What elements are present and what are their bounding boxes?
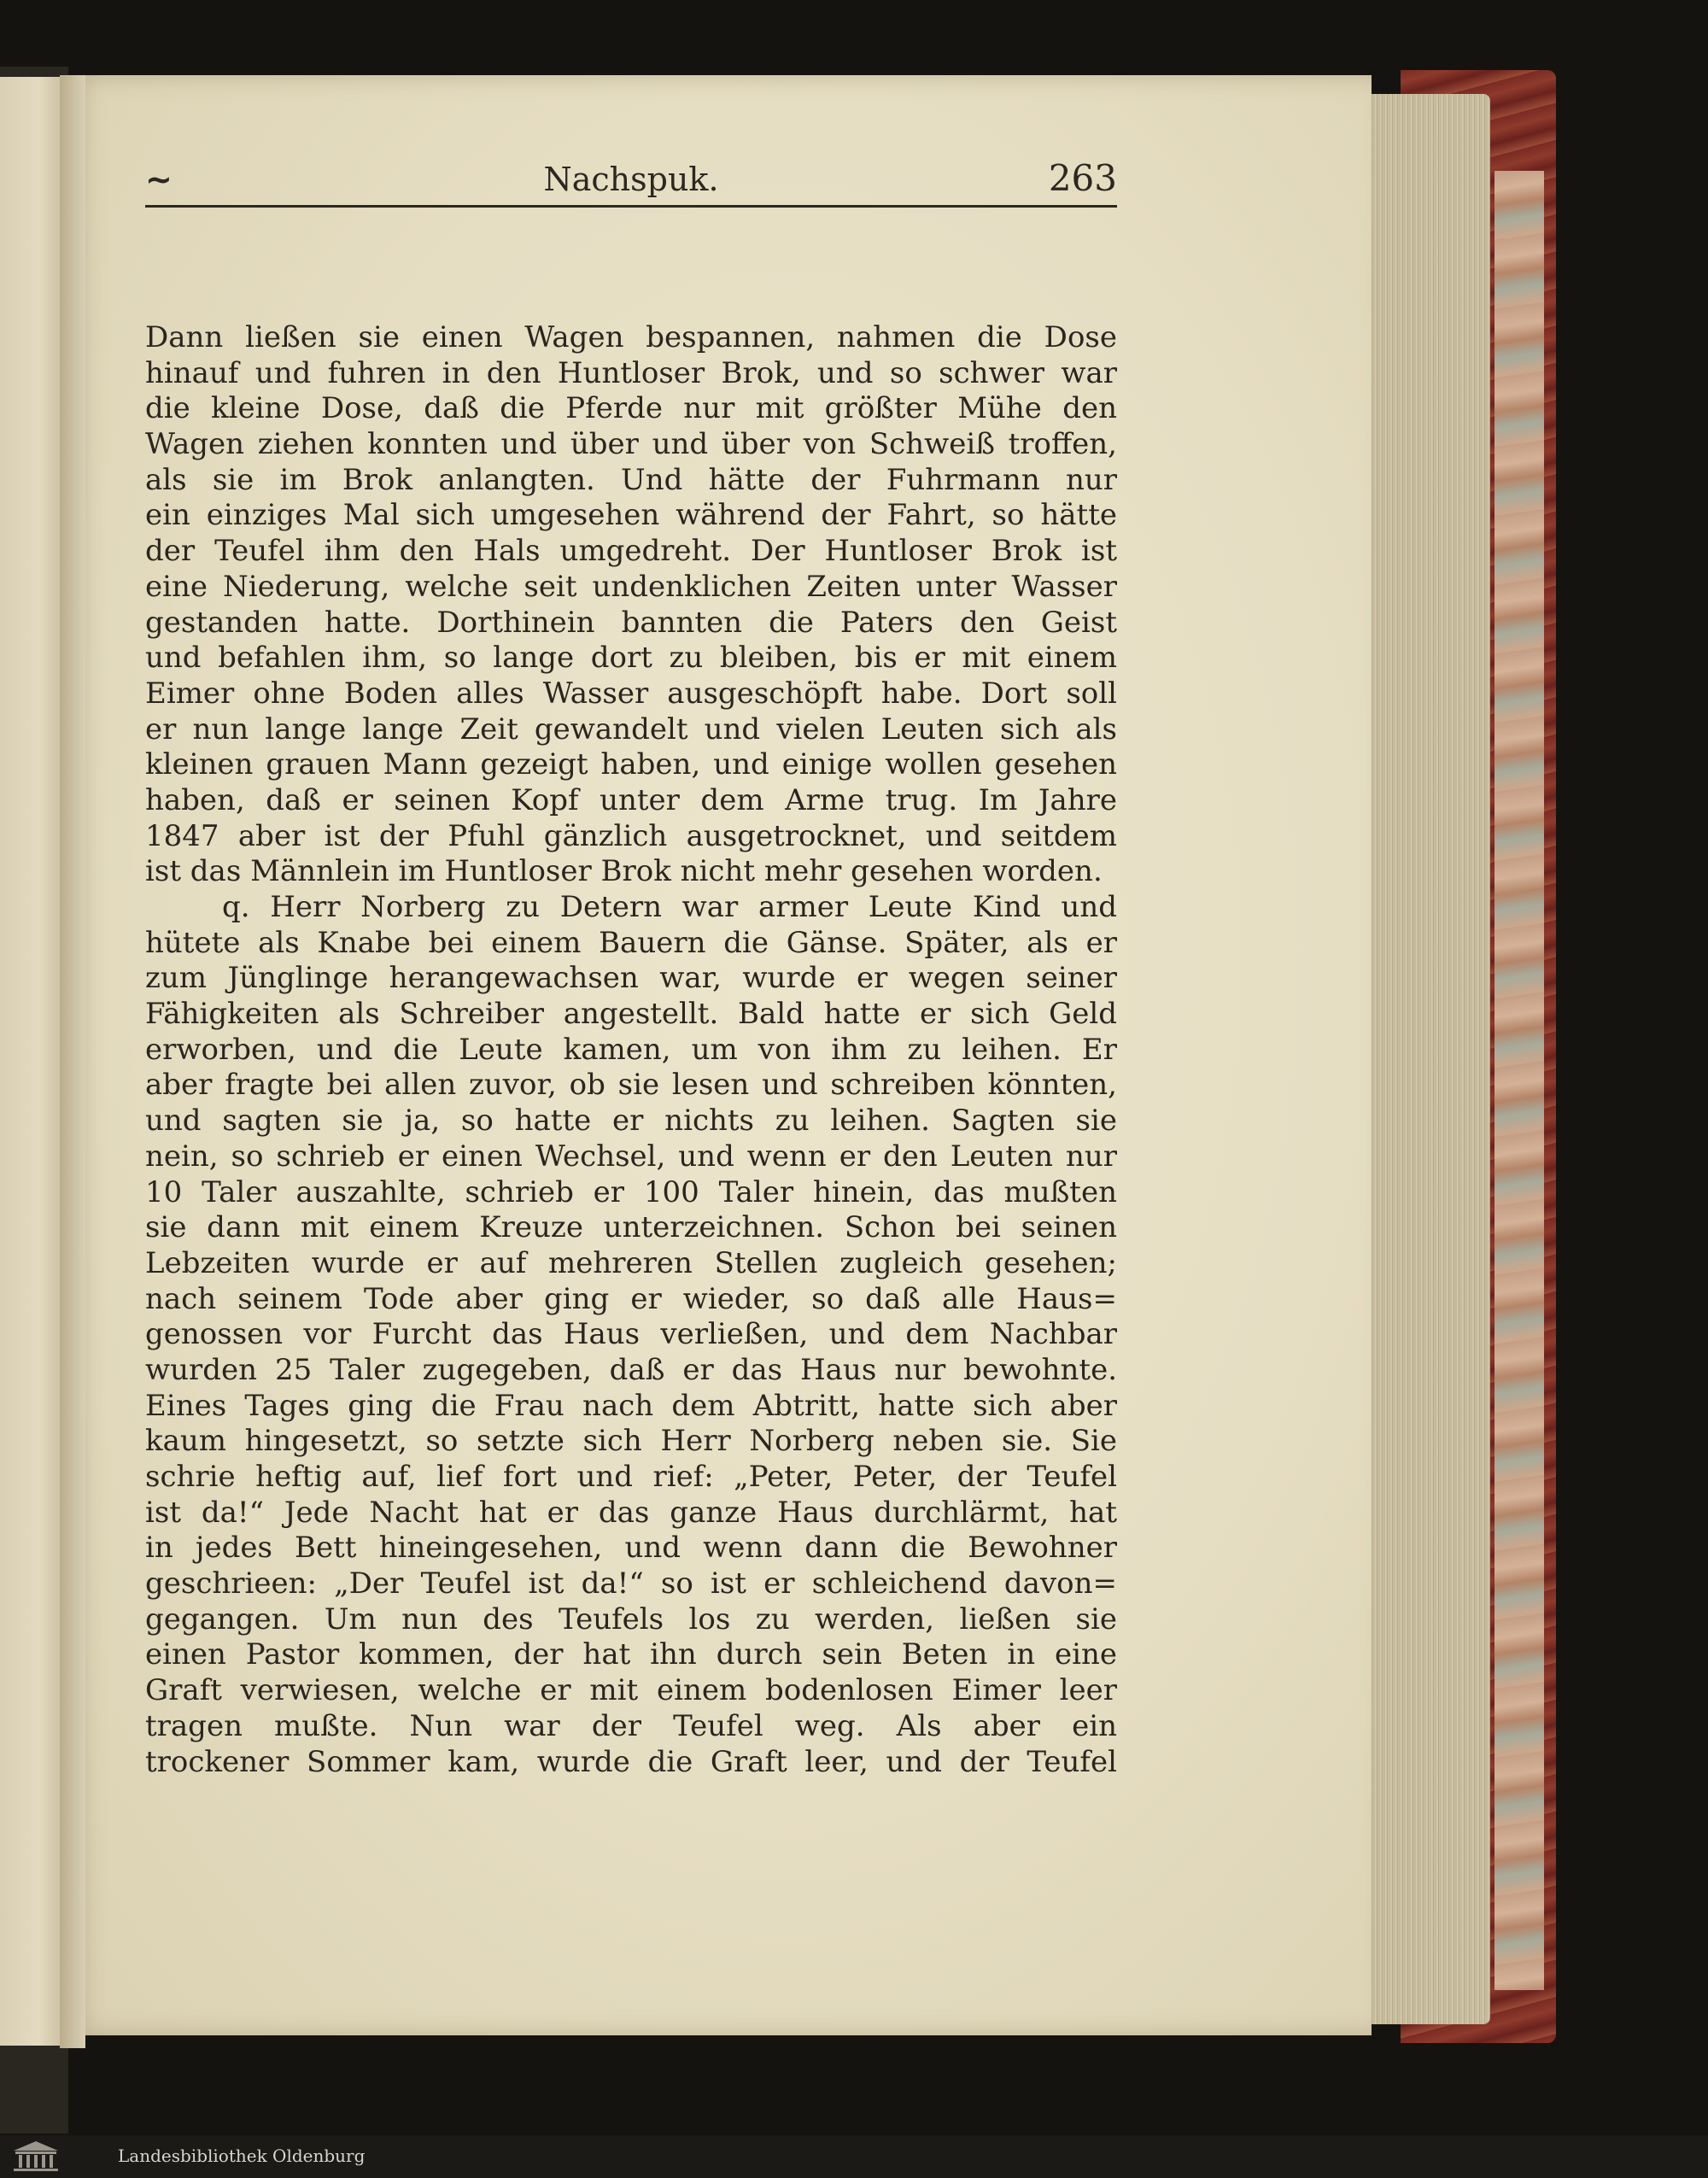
- text-line: er nun lange lange Zeit gewandelt und vielen Leuten sich als: [145, 711, 1117, 746]
- library-building-icon: [10, 2139, 61, 2173]
- page-stack-edges: [1362, 94, 1490, 2024]
- text-line: hinauf und fuhren in den Huntloser Brok, und so schwer war: [145, 355, 1117, 390]
- text-line: eine Niederung, welche seit undenklichen Zeiten unter Wasser: [145, 569, 1117, 604]
- body-text: [145, 320, 1117, 1780]
- text-line: nach seinem Tode aber ging er wieder, so daß alle Haus=: [145, 1281, 1117, 1316]
- text-line: Dann ließen sie einen Wagen bespannen, nahmen die Dose: [145, 320, 1117, 354]
- text-line: in jedes Bett hineingesehen, und wenn dann die Bewohner: [145, 1531, 1117, 1566]
- text-line: gestanden hatte. Dorthinein bannten die Paters den Geist: [145, 605, 1117, 640]
- text-line: die kleine Dose, daß die Pferde nur mit größter Mühe den: [145, 391, 1117, 426]
- text-line: geschrieen: „Der Teufel ist da!“ so ist er schleichend davon=: [145, 1566, 1117, 1601]
- header-mark: ~: [145, 161, 173, 198]
- text-line: 1847 aber ist der Pfuhl gänzlich ausgetrocknet, und seitdem: [145, 818, 1117, 853]
- text-line: ein einziges Mal sich umgesehen während der Fahrt, so hätte: [145, 498, 1117, 533]
- text-line: Lebzeiten wurde er auf mehreren Stellen zugleich gesehen;: [145, 1245, 1117, 1280]
- footer-institution: Landesbibliothek Oldenburg: [118, 2146, 366, 2166]
- text-line: gegangen. Um nun des Teufels los zu werden, ließen sie: [145, 1601, 1117, 1636]
- text-line: q. Herr Norberg zu Detern war armer Leute Kind und: [222, 890, 1117, 924]
- text-line: sie dann mit einem Kreuze unterzeichnen. Schon bei seinen: [145, 1210, 1117, 1245]
- text-line: ist da!“ Jede Nacht hat er das ganze Haus durchlärmt, hat: [145, 1495, 1117, 1530]
- text-line: und befahlen ihm, so lange dort zu bleiben, bis er mit einem: [145, 641, 1117, 676]
- text-line: einen Pastor kommen, der hat ihn durch sein Beten in eine: [145, 1637, 1117, 1672]
- text-line: wurden 25 Taler zugegeben, daß er das Haus nur bewohnte.: [145, 1352, 1117, 1387]
- text-line: trockener Sommer kam, wurde die Graft leer, und der Teufel: [145, 1744, 1117, 1779]
- text-line: kleinen grauen Mann gezeigt haben, und einige wollen gesehen: [145, 747, 1117, 782]
- text-line: kaum hingesetzt, so setzte sich Herr Norberg neben sie. Sie: [145, 1424, 1117, 1459]
- text-line: Eines Tages ging die Frau nach dem Abtritt, hatte sich aber: [145, 1388, 1117, 1423]
- text-line: erworben, und die Leute kamen, um von ihm zu leihen. Er: [145, 1032, 1117, 1067]
- text-line: der Teufel ihm den Hals umgedreht. Der Huntloser Brok ist: [145, 534, 1117, 569]
- text-line: haben, daß er seinen Kopf unter dem Arme trug. Im Jahre: [145, 782, 1117, 817]
- text-line: Graft verwiesen, welche er mit einem bodenlosen Eimer leer: [145, 1673, 1117, 1708]
- text-line: genossen vor Furcht das Haus verließen, und dem Nachbar: [145, 1317, 1117, 1352]
- text-line: Fähigkeiten als Schreiber angestellt. Bald hatte er sich Geld: [145, 997, 1117, 1032]
- page-number: 263: [1048, 157, 1117, 199]
- text-line: als sie im Brok anlangten. Und hätte der Fuhrmann nur: [145, 462, 1117, 497]
- text-line: schrie heftig auf, lief fort und rief: „Peter, Peter, der Teufel: [145, 1460, 1117, 1494]
- text-line: aber fragte bei allen zuvor, ob sie lesen und schreiben könnten,: [145, 1068, 1117, 1103]
- text-line: 10 Taler auszahlte, schrieb er 100 Taler hinein, das mußten: [145, 1174, 1117, 1209]
- text-line: tragen mußte. Nun war der Teufel weg. Als aber ein: [145, 1708, 1117, 1743]
- text-line: zum Jünglinge herangewachsen war, wurde er wegen seiner: [145, 961, 1117, 996]
- text-line: ist das Männlein im Huntloser Brok nicht mehr gesehen worden.: [145, 854, 1103, 889]
- left-page-edge: [0, 77, 66, 2046]
- text-line: hütete als Knabe bei einem Bauern die Gänse. Später, als er: [145, 925, 1117, 960]
- marbled-edge: [1494, 171, 1544, 1990]
- text-line: Eimer ohne Boden alles Wasser ausgeschöpft habe. Dort soll: [145, 676, 1117, 711]
- text-line: nein, so schrieb er einen Wechsel, und wenn er den Leuten nur: [145, 1139, 1117, 1174]
- page-title: Nachspuk.: [543, 161, 719, 198]
- running-head: [145, 154, 1117, 208]
- text-line: und sagten sie ja, so hatte er nichts zu leihen. Sagten sie: [145, 1104, 1117, 1139]
- gutter: [60, 75, 85, 2048]
- text-line: Wagen ziehen konnten und über und über von Schweiß troffen,: [145, 427, 1117, 462]
